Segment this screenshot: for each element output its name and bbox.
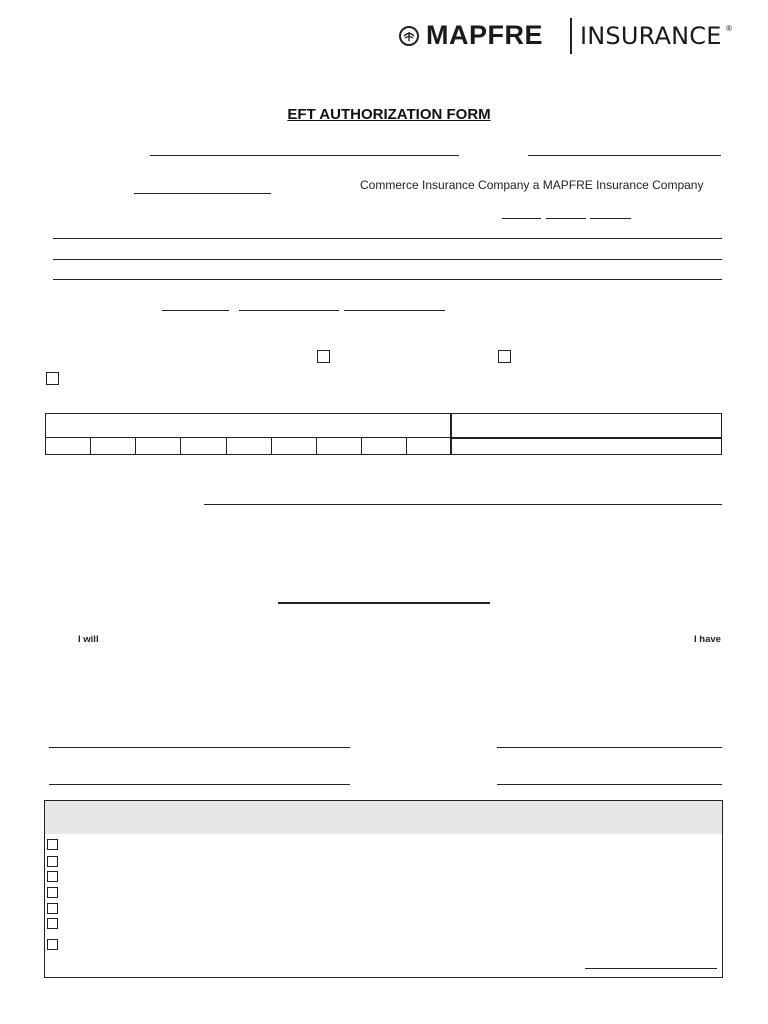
page-title: EFT AUTHORIZATION FORM [287,106,491,123]
office-use-header [45,801,722,834]
office-checkbox-2[interactable] [47,856,58,867]
address-line-1[interactable] [53,238,722,239]
office-use-box [44,800,723,978]
registered-mark: ® [726,24,732,33]
date-field-line[interactable] [528,155,721,156]
printed-date-line[interactable] [497,784,722,785]
account-number-field[interactable] [450,437,722,455]
signature-line[interactable] [49,747,350,748]
signature-date-line[interactable] [497,747,722,748]
account-type-checkbox-1[interactable] [317,350,330,363]
office-checkbox-5[interactable] [47,903,58,914]
routing-digit-box[interactable] [180,437,227,455]
routing-digit-box[interactable] [226,437,272,455]
printed-name-line[interactable] [49,784,350,785]
agreement-end-text: I have [694,634,721,645]
mapfre-globe-icon [399,26,419,46]
phone-area-line[interactable] [162,310,229,311]
date-month-line[interactable] [502,218,541,219]
address-line-3[interactable] [53,279,722,280]
brand-name: MAPFRE [426,20,543,50]
office-initials-line[interactable] [585,968,717,969]
routing-digit-box[interactable] [406,437,451,455]
phone-number-line[interactable] [344,310,445,311]
office-checkbox-4[interactable] [47,887,58,898]
routing-digit-box[interactable] [90,437,136,455]
logo-divider [570,18,572,54]
address-line-2[interactable] [53,259,722,260]
phone-prefix-line[interactable] [239,310,339,311]
company-text: Commerce Insurance Company a MAPFRE Insurance Company [360,178,704,192]
account-type-checkbox-2[interactable] [498,350,511,363]
name-field-line[interactable] [150,155,459,156]
routing-digit-box[interactable] [271,437,317,455]
routing-number-header [45,413,451,438]
routing-digit-box[interactable] [45,437,91,455]
office-checkbox-3[interactable] [47,871,58,882]
routing-digit-box[interactable] [316,437,362,455]
office-checkbox-6[interactable] [47,918,58,929]
routing-digit-box[interactable] [361,437,407,455]
policy-number-line[interactable] [134,193,271,194]
brand-suffix: INSURANCE [580,22,722,50]
agreement-start-text: I will [78,634,99,645]
date-year-line[interactable] [590,218,631,219]
account-number-header [450,413,722,438]
bank-name-line[interactable] [204,504,722,505]
office-checkbox-1[interactable] [47,839,58,850]
section-heading-underline [278,602,490,604]
office-checkbox-7[interactable] [47,939,58,950]
date-day-line[interactable] [546,218,586,219]
account-option-checkbox[interactable] [46,372,59,385]
routing-digit-box[interactable] [135,437,181,455]
